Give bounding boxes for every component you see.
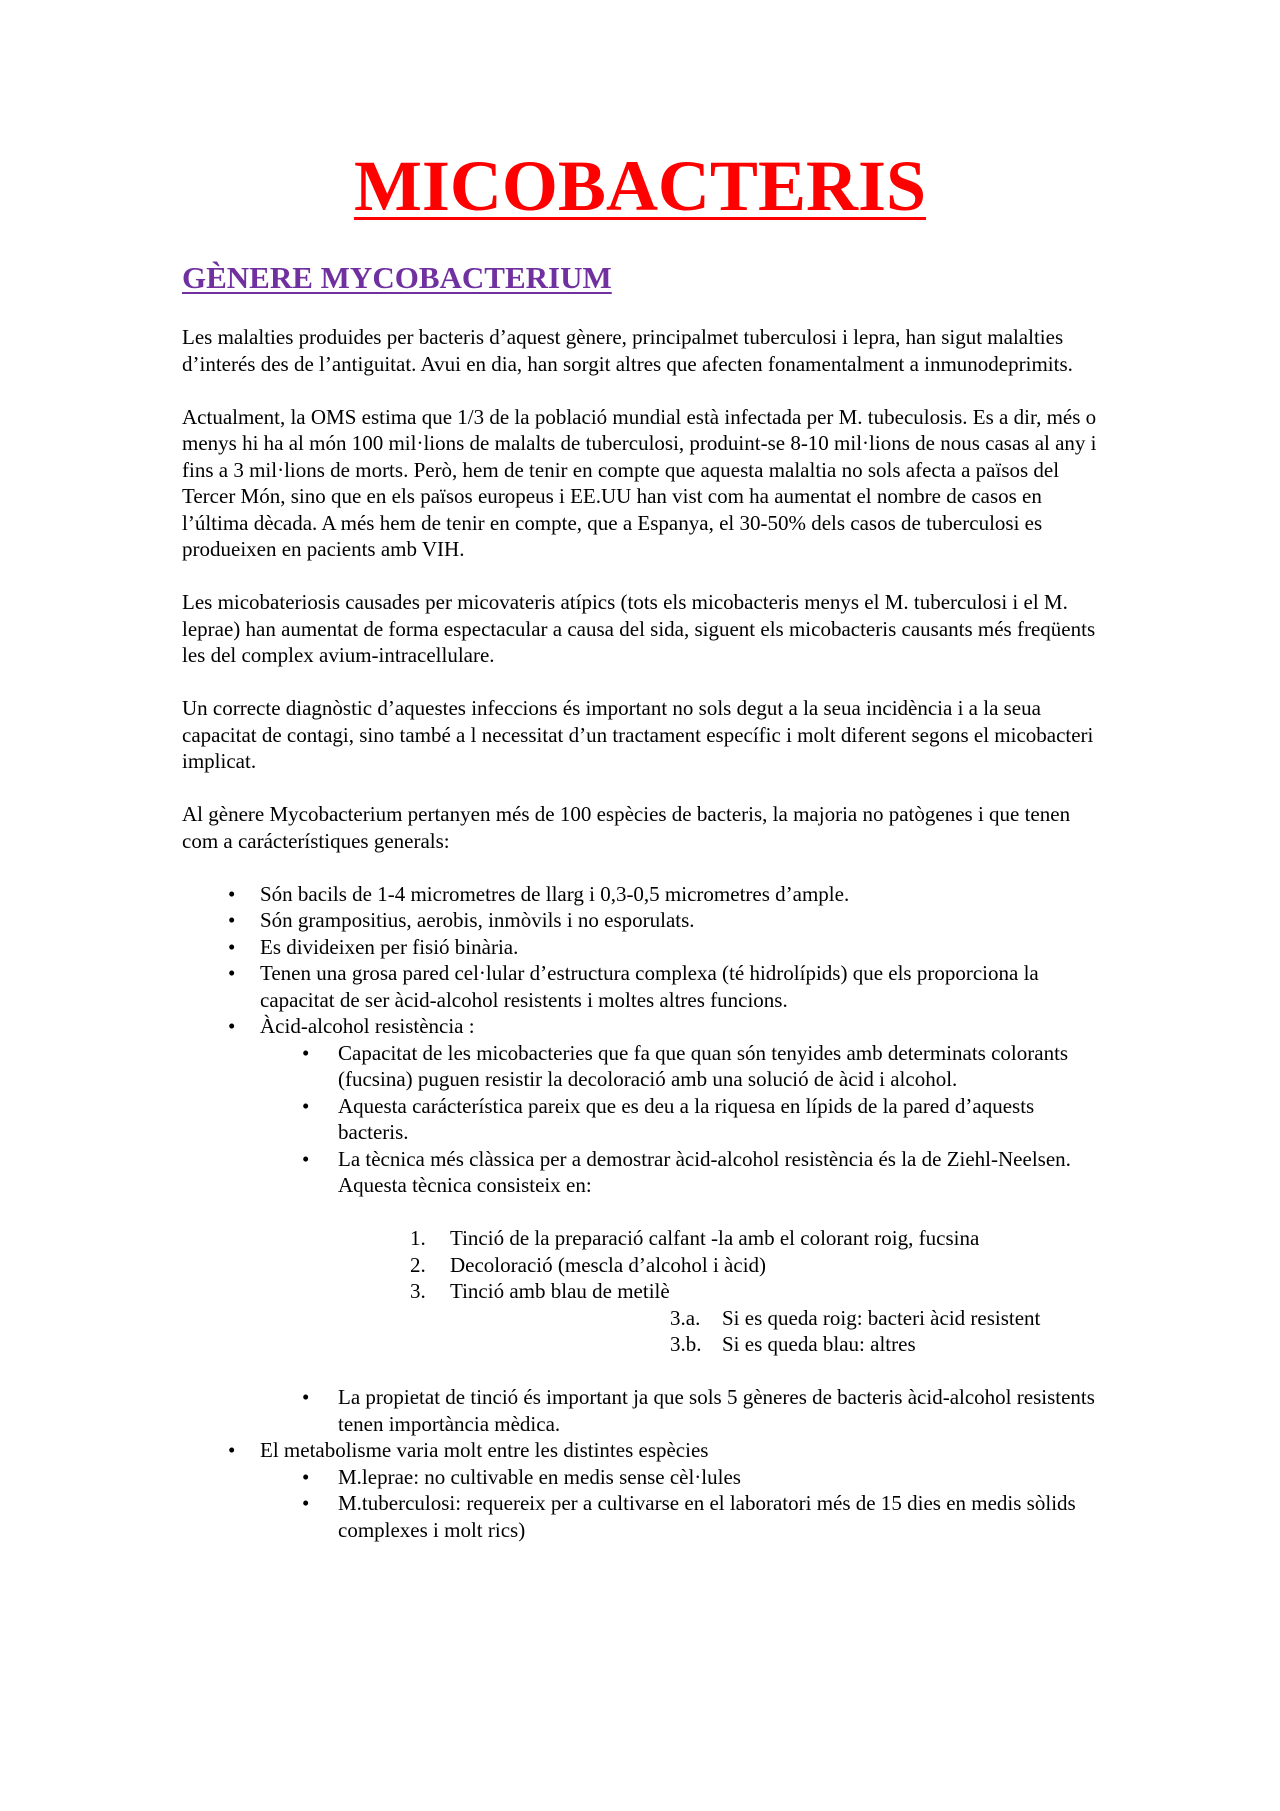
bullet-icon: • bbox=[302, 1385, 310, 1409]
list-spacer bbox=[182, 1199, 1102, 1226]
paragraph-4: Un correcte diagnòstic d’aquestes infeccions és important no sols degut a la seua incidència i a la seua capacitat de contagi, sino també a l necessitat d’un tractament específic i molt diferent segons el micobacteri implicat. bbox=[182, 696, 1094, 773]
bullet-icon: • bbox=[228, 934, 236, 959]
bullet-icon: • bbox=[302, 1093, 310, 1118]
paragraph-3: Les micobateriosis causades per micovateris atípics (tots els micobacteris menys el M. tuberculosi i el M. leprae) han aumentat de forma espectacular a causa del sida, siguent els micobacteris causants més freqüents les del complex avium-intracellulare. bbox=[182, 590, 1096, 667]
bullet-icon: • bbox=[228, 1014, 236, 1038]
bullet-icon: • bbox=[302, 1491, 310, 1515]
bullet-icon: • bbox=[228, 881, 236, 906]
sub-list-item: • Aquesta carácterística pareix que es deu a la riquesa en lípids de la pared d’aquests bacteris. bbox=[302, 1093, 1035, 1144]
step-item: 2. Decoloració (mescla d’alcohol i àcid) bbox=[410, 1252, 767, 1277]
characteristics-list bbox=[182, 881, 1102, 1544]
sub-list-item: • M.tuberculosi: requereix per a cultivarse en el laboratori més de 15 dies en medis sòlids complexes i molt rics) bbox=[302, 1491, 1076, 1542]
step-item: 3. Tinció amb blau de metilè bbox=[410, 1279, 670, 1303]
list-item: • Tenen una grosa pared cel·lular d’estructura complexa (té hidrolípids) que els proporciona la capacitat de ser àcid-alcohol resistents i moltes altres funcions. bbox=[228, 961, 1039, 1012]
body-text bbox=[182, 324, 1102, 1543]
sub-list-item: • La tècnica més clàssica per a demostrar àcid-alcohol resistència és la de Ziehl-Neelsen. Aquesta tècnica consisteix en: bbox=[302, 1146, 1071, 1197]
bullet-icon: • bbox=[302, 1040, 310, 1065]
substep-item: 3.b. Si es queda blau: altres bbox=[670, 1332, 916, 1356]
paragraph-5: Al gènere Mycobacterium pertanyen més de 100 espècies de bacteris, la majoria no patògenes i que tenen com a carácterístiques generals: bbox=[182, 802, 1071, 853]
bullet-icon: • bbox=[228, 961, 236, 985]
substep-item: 3.a. Si es queda roig: bacteri àcid resistent bbox=[670, 1305, 1041, 1330]
paragraph-1: Les malalties produides per bacteris d’aquest gènere, principalmet tuberculosi i lepra, han sigut malalties d’interés des de l’antiguitat. Avui en dia, han sorgit altres que afecten fonamentalment a inmunodeprimits. bbox=[182, 325, 1073, 376]
step-item: 1. Tinció de la preparació calfant -la amb el colorant roig, fucsina bbox=[410, 1226, 980, 1250]
bullet-icon: • bbox=[302, 1146, 310, 1171]
sub-list-item: • Capacitat de les micobacteries que fa que quan són tenyides amb determinats colorants (fucsina) puguen resistir la decoloració amb una solució de àcid i alcohol. bbox=[302, 1040, 1069, 1091]
list-spacer bbox=[182, 1358, 1102, 1385]
list-item: • Àcid-alcohol resistència : bbox=[228, 1014, 475, 1038]
sub-list-item: • La propietat de tinció és important ja que sols 5 gèneres de bacteris àcid-alcohol resistents tenen importància mèdica. bbox=[302, 1385, 1095, 1436]
bullet-icon: • bbox=[228, 908, 236, 932]
sub-list-item: • M.leprae: no cultivable en medis sense cèl·lules bbox=[302, 1464, 741, 1489]
bullet-icon: • bbox=[228, 1438, 236, 1462]
list-item: • Són grampositius, aerobis, inmòvils i no esporulats. bbox=[228, 908, 695, 932]
list-item: • Són bacils de 1-4 micrometres de llarg i 0,3-0,5 micrometres d’ample. bbox=[228, 881, 850, 906]
bullet-icon: • bbox=[302, 1464, 310, 1489]
list-item: • Es divideixen per fisió binària. bbox=[228, 934, 519, 959]
page-title: MICOBACTERIS bbox=[353, 146, 927, 226]
paragraph-2: Actualment, la OMS estima que 1/3 de la població mundial està infectada per M. tubeculosis. Es a dir, més o menys hi ha al món 100 mil·lions de malalts de tuberculosi, produint-se 8-10 mil·lions de nous casas al any i fins a 3 mil·lions de morts. Però, hem de tenir en compte que aquesta malaltia no sols afecta a països del Tercer Món, sino que en els països europeus i EE.UU han vist com ha aumentat el nombre de casos en l’última dècada. A més hem de tenir en compte, que a Espanya, el 30-50% dels casos de tuberculosi es produeixen en pacients amb VIH. bbox=[182, 404, 1097, 561]
section-heading: GÈNERE MYCOBACTERIUM bbox=[182, 260, 612, 295]
list-item: • El metabolisme varia molt entre les distintes espècies bbox=[228, 1438, 709, 1462]
